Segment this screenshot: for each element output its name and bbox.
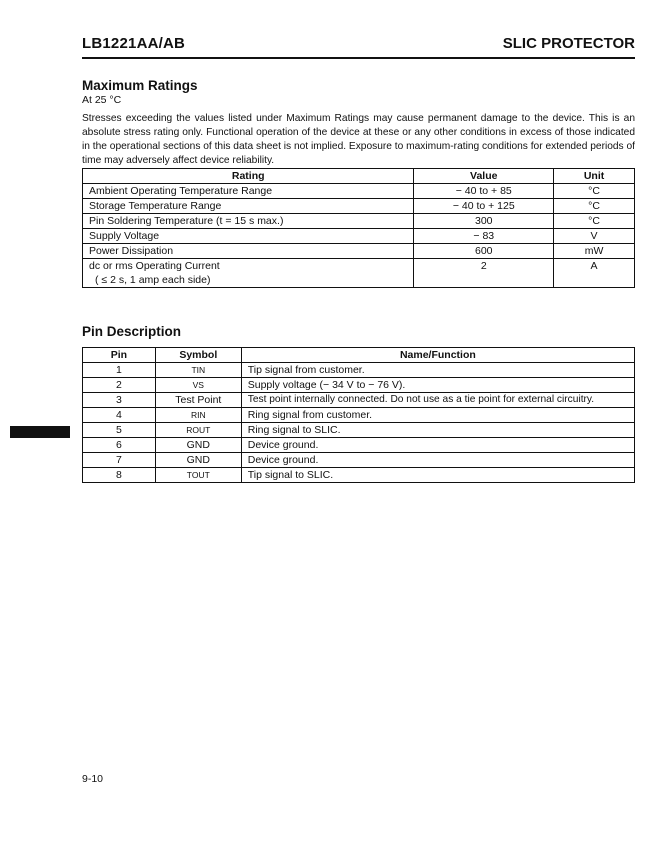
symbol-cell: TIN <box>155 363 241 378</box>
rating-cell: Supply Voltage <box>83 229 414 244</box>
pin-cell: 4 <box>83 408 156 423</box>
table-row <box>83 393 635 408</box>
value-cell: 2 <box>414 259 554 288</box>
rating-cell <box>83 259 414 288</box>
table-row <box>83 363 635 378</box>
column-header: Symbol <box>155 348 241 363</box>
column-header: Rating <box>83 169 414 184</box>
column-header: Pin <box>83 348 156 363</box>
function-cell: Ring signal from customer. <box>241 408 634 423</box>
table-row <box>83 184 635 199</box>
pin-cell: 7 <box>83 453 156 468</box>
page-number: 9-10 <box>82 773 104 785</box>
function-cell: Device ground. <box>241 453 634 468</box>
function-cell: Test point internally connected. Do not use as a tie point for external circuitry. <box>241 393 634 408</box>
rating-cell: Power Dissipation <box>83 244 414 259</box>
value-cell: − 40 to + 125 <box>414 199 554 214</box>
function-cell: Tip signal from customer. <box>241 363 634 378</box>
table-row <box>83 423 635 438</box>
table-row <box>83 408 635 423</box>
function-cell: Ring signal to SLIC. <box>241 423 634 438</box>
symbol-cell: ROUT <box>155 423 241 438</box>
table-row <box>83 468 635 483</box>
table-row <box>83 259 635 288</box>
function-cell: Tip signal to SLIC. <box>241 468 634 483</box>
rating-condition: ( ≤ 2 s, 1 amp each side) <box>95 274 211 286</box>
table-row <box>83 199 635 214</box>
symbol-cell: RIN <box>155 408 241 423</box>
value-cell: 600 <box>414 244 554 259</box>
pin-description-heading: Pin Description <box>82 324 182 339</box>
unit-cell: °C <box>554 214 635 229</box>
pin-cell: 2 <box>83 378 156 393</box>
rating-cell: Storage Temperature Range <box>83 199 414 214</box>
table-row <box>83 438 635 453</box>
unit-cell: mW <box>554 244 635 259</box>
table-row <box>83 229 635 244</box>
column-header: Value <box>414 169 554 184</box>
table-row <box>83 378 635 393</box>
symbol-cell: VS <box>155 378 241 393</box>
rating-cell: Pin Soldering Temperature (t = 15 s max.) <box>83 214 414 229</box>
unit-cell: A <box>554 259 635 288</box>
part-number: LB1221AA/AB <box>82 35 186 52</box>
table-row <box>83 244 635 259</box>
page-header <box>82 35 635 59</box>
symbol-cell: Test Point <box>155 393 241 408</box>
unit-cell: V <box>554 229 635 244</box>
max-ratings-subtitle: At 25 °C <box>82 94 122 106</box>
unit-cell: °C <box>554 184 635 199</box>
pin-cell: 6 <box>83 438 156 453</box>
column-header: Name/Function <box>241 348 634 363</box>
pin-cell: 1 <box>83 363 156 378</box>
table-row <box>83 453 635 468</box>
column-header: Unit <box>554 169 635 184</box>
table-row <box>83 214 635 229</box>
rating-line: dc or rms Operating Current <box>89 260 220 272</box>
document-category: SLIC PROTECTOR <box>502 35 635 52</box>
section-tab-marker <box>10 426 70 438</box>
function-cell: Device ground. <box>241 438 634 453</box>
max-ratings-heading: Maximum Ratings <box>82 78 198 93</box>
rating-cell: Ambient Operating Temperature Range <box>83 184 414 199</box>
table-header-row <box>83 169 635 184</box>
unit-cell: °C <box>554 199 635 214</box>
symbol-cell: TOUT <box>155 468 241 483</box>
function-cell: Supply voltage (− 34 V to − 76 V). <box>241 378 634 393</box>
pin-cell: 3 <box>83 393 156 408</box>
value-cell: 300 <box>414 214 554 229</box>
value-cell: − 83 <box>414 229 554 244</box>
value-cell: − 40 to + 85 <box>414 184 554 199</box>
symbol-cell: GND <box>155 438 241 453</box>
table-header-row <box>83 348 635 363</box>
pin-cell: 8 <box>83 468 156 483</box>
pin-cell: 5 <box>83 423 156 438</box>
pin-description-table <box>82 347 635 483</box>
max-ratings-table <box>82 168 635 288</box>
symbol-cell: GND <box>155 453 241 468</box>
max-ratings-paragraph: Stresses exceeding the values listed under Maximum Ratings may cause permanent damage to the device. This is an absolute stress rating only. Functional operation of the device at these or any other conditions in excess of those indicated in the operational sections of this data sheet is not implied. Exposure to maximum-rating conditions for extended periods of time may adversely affect device reliability. <box>82 113 635 166</box>
